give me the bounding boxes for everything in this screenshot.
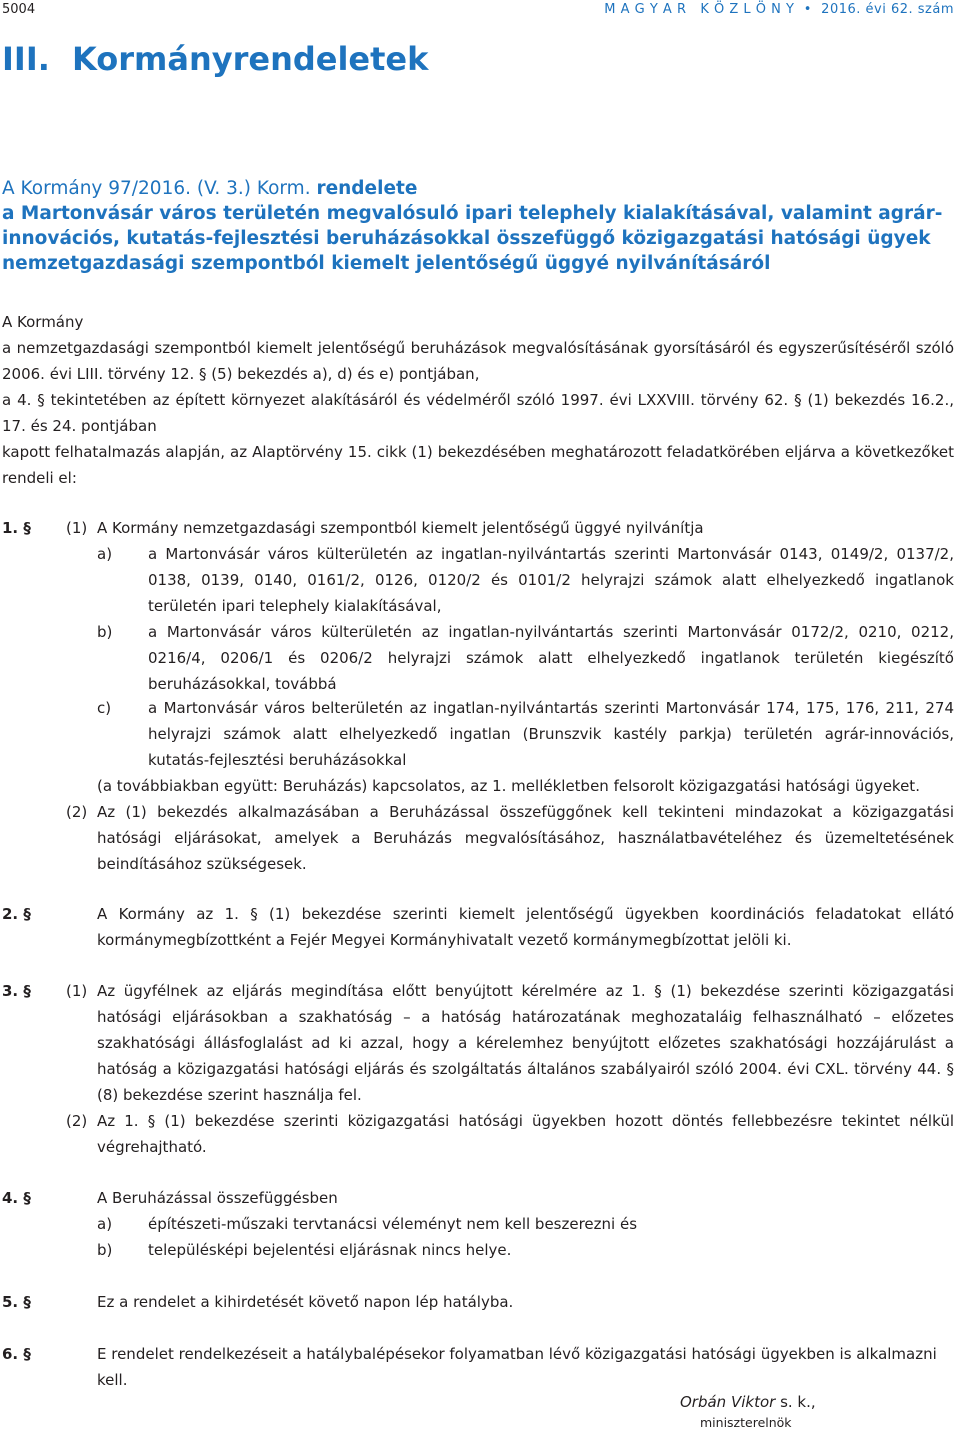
signatory-name: Orbán Viktor xyxy=(680,1393,776,1411)
section-1-para-1-text: A Kormány nemzetgazdasági szempontból kiemelt jelentőségű üggyé nyilvánítja xyxy=(97,519,704,537)
section-5-text: Ez a rendelet a kihirdetését követő napon lép hatályba. xyxy=(97,1293,514,1311)
preamble-closing: kapott felhatalmazás alapján, az Alaptörvény 15. cikk (1) bekezdésében meghatározott feladatkörében eljárva a következőket rendeli el: xyxy=(2,443,954,487)
section-1-point-a-text: a Martonvásár város külterületén az ingatlan-nyilvántartás szerinti Martonvásár 0143, 0149/2, 0137/2, 0138, 0139, 0140, 0161/2, 0126, 0120/2 és 0101/2 helyrajzi számok alatt elhelyezkedő ingatlanok területén ipari telephely kialakításával, xyxy=(148,545,954,615)
section-4-point-a-text: építészeti-műszaki tervtanácsi véleményt nem kell beszerezni és xyxy=(148,1215,638,1233)
section-3-para-2-number: (2) xyxy=(66,1112,88,1130)
chapter-heading xyxy=(2,40,428,78)
section-1-para-2-text: Az (1) bekezdés alkalmazásában a Beruházással összefüggőnek kell tekinteni mindazokat a közigazgatási hatósági eljárásokat, amelyek a Beruházás megvalósításához, használatbavételéhez és üzemeltetésének beindításához szükségesek. xyxy=(97,803,954,873)
section-1-point-c-label: c) xyxy=(97,699,112,717)
section-1-point-b-text: a Martonvásár város külterületén az ingatlan-nyilvántartás szerinti Martonvásár 0172/2, 0210, 0212, 0216/4, 0206/1 és 0206/2 helyrajzi számok alatt elhelyezkedő ingatlanok területén kiegészítő beruházásokkal, továbbá xyxy=(148,623,954,693)
section-3-label: 3. § xyxy=(2,982,31,1000)
section-2-label: 2. § xyxy=(2,905,31,923)
section-4-point-b-label: b) xyxy=(97,1241,113,1259)
section-4-intro: A Beruházással összefüggésben xyxy=(97,1189,338,1207)
signatory-suffix: s. k., xyxy=(775,1393,816,1411)
section-1-para-2-number: (2) xyxy=(66,803,88,821)
section-6-text: E rendelet rendelkezéseit a hatálybalépésekor folyamatban lévő közigazgatási hatósági ügyekben is alkalmazni kell. xyxy=(97,1345,937,1389)
section-1-point-a-label: a) xyxy=(97,545,113,563)
section-1-para-1-closing: (a továbbiakban együtt: Beruházás) kapcsolatos, az 1. mellékletben felsorolt közigazgatási hatósági ügyeket. xyxy=(97,777,920,795)
decree-title-plain: A Kormány 97/2016. (V. 3.) Korm. xyxy=(2,178,317,199)
section-6-label: 6. § xyxy=(2,1345,31,1363)
chapter-title: Kormányrendeletek xyxy=(72,40,429,78)
section-3-para-1-text: Az ügyfélnek az eljárás megindítása előtt benyújtott kérelmére az 1. § (1) bekezdése szerinti közigazgatási hatósági eljárásokban a szakhatóság – a hatóság határozatának meghozataláig felhasználható – előzetes szakhatósági állásfoglalást ad ki azzal, hogy a kérelemhez benyújtott előzetes szakhatósági hozzájárulást a hatóság a közigazgatási hatósági eljárás és szolgáltatás általános szabályairól szóló 2004. évi CXL. törvény 44. § (8) bekezdése szerint használja fel. xyxy=(97,982,954,1104)
section-4-point-b-text: településképi bejelentési eljárásnak nincs helye. xyxy=(148,1241,512,1259)
chapter-number: III. xyxy=(2,40,50,78)
page-number: 5004 xyxy=(2,2,36,17)
signatory-title: miniszterelnök xyxy=(700,1415,792,1430)
decree-title-rest: a Martonvásár város területén megvalósuló ipari telephely kialakításával, valamint agrár-innovációs, kutatás-fejlesztési beruházásokkal összefüggő közigazgatási hatósági ügyek nemzetgazdasági szempontból kiemelt jelentőségű üggyé nyilvánításáról xyxy=(2,203,943,274)
section-3-para-1-number: (1) xyxy=(66,982,88,1000)
section-4-point-a-label: a) xyxy=(97,1215,113,1233)
section-3-para-2-text: Az 1. § (1) bekezdése szerinti közigazgatási hatósági ügyekben hozott döntés fellebbezésre tekintet nélkül végrehajtható. xyxy=(97,1112,954,1156)
preamble-authorization-1: a nemzetgazdasági szempontból kiemelt jelentőségű beruházások megvalósításának gyorsításáról és egyszerűsítéséről szóló 2006. évi LIII. törvény 12. § (5) bekezdés a), d) és e) pontjában, xyxy=(2,339,954,383)
section-5-label: 5. § xyxy=(2,1293,31,1311)
section-1-point-c-text: a Martonvásár város belterületén az ingatlan-nyilvántartás szerinti Martonvásár 174, 175, 176, 211, 274 helyrajzi számok alatt elhelyezkedő ingatlan (Brunszvik kastély parkja) területén agrár-innovációs, kutatás-fejlesztési beruházásokkal xyxy=(148,699,954,769)
section-1-para-1-number: (1) xyxy=(66,519,88,537)
decree-title xyxy=(2,176,954,276)
section-1-point-b-label: b) xyxy=(97,623,113,641)
section-4-label: 4. § xyxy=(2,1189,31,1207)
signature xyxy=(680,1393,816,1411)
publication-header: M A G Y A R K Ö Z L Ö N Y • 2016. évi 62. szám xyxy=(604,2,954,17)
decree-title-word: rendelete xyxy=(316,178,418,199)
section-2-text: A Kormány az 1. § (1) bekezdése szerinti kiemelt jelentőségű ügyekben koordinációs feladatokat ellátó kormánymegbízottként a Fejér Megyei Kormányhivatalt vezető kormánymegbízottat jelöli ki. xyxy=(97,905,954,949)
preamble-government: A Kormány xyxy=(2,313,84,331)
preamble-authorization-2: a 4. § tekintetében az épített környezet alakításáról és védelméről szóló 1997. évi LXXVIII. törvény 62. § (1) bekezdés 16.2., 17. és 24. pontjában xyxy=(2,391,954,435)
section-1-label: 1. § xyxy=(2,519,31,537)
